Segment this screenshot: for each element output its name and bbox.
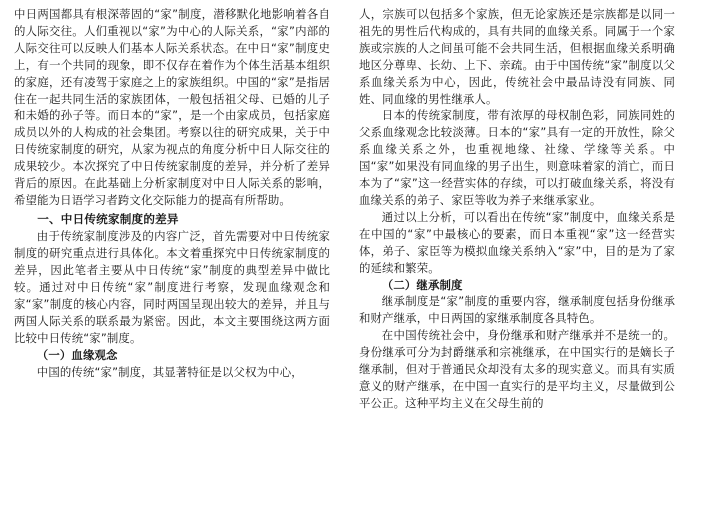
paragraph: 人，宗族可以包括多个家族，但无论家族还是宗族都是以同一祖先的男性后代构成的，具有共同的血缘关系。同属于一个家族或宗族的人之间虽可能不会共同生活，但根据血缘关系明确地区分尊卑、长幼、上下、亲疏。由于中国传统“家”制度以父系血缘关系为中心，因此，传统社会中最品诗没有同族、同姓、同血缘的男性继承人。 bbox=[359, 7, 675, 106]
subsection-heading: （一）血缘观念 bbox=[36, 347, 118, 362]
paragraph: 中日两国都具有根深蒂固的“家”制度，潜移默化地影响着各自的人际交往。人们重视以“家”为中心的人际关系，“家”内部的人际交往可以反映人们基本人际关系状态。在中日“家”制度史上，有一个共同的现象，即不仅存在着作为个体生活基本组织的家庭，还有凌驾于家庭之上的家族组织。中国的“家”是指居住在一起共同生活的家族团体，一般包括祖父母、已婚的儿子和未婚的孙子等。而日本的“家”，是一个由家成员，包括家庭成员以外的人构成的社会集团。考察以往的研究成果，关于中日传统家制度的研究，从家为视点的角度分析中日人际交往的成果较少。本次探究了中日传统家制度的差异，并分析了差异背后的原因。在此基础上分析家制度对中日人际关系的影响，希望能为日语学习者跨文化交际能力的提高有所帮助。 bbox=[14, 7, 330, 207]
paragraph: 由于传统家制度涉及的内容广泛，首先需要对中日传统家制度的研究重点进行具体化。本文着重探究中日传统家制度的差异，因此笔者主要从中日传统“家”制度的典型差异中做比较。通过对中日传统“家”制度进行考察，发现血缘观念和家“家”制度的核心内容，同时两国呈现出较大的差异，并且与两国人际关系的联系最为紧密。因此，本文主要围绕这两方面比较中日传统“家”制度。 bbox=[14, 229, 330, 345]
paragraph: 日本的传统家制度，带有浓厚的母权制色彩，同族同姓的父系血缘观念比较淡薄。日本的“家”具有一定的开放性，除父系血缘关系之外，也重视地缘、社缘、学缘等关系。中国“家”如果没有同血缘的男子出生，则意味着家的消亡，而日本为了“家”这一经营实体的存续，可以打破血缘关系，将没有血缘关系的弟子、家臣等收为养子来继承家业。 bbox=[359, 108, 675, 207]
subsection-heading: （二）继承制度 bbox=[381, 277, 463, 292]
section-heading: 一、中日传统家制度的差异 bbox=[37, 211, 179, 226]
paragraph: 在中国传统社会中，身份继承和财产继承并不是统一的。身份继承可分为封爵继承和宗祧继承，在中国实行的是嫡长子继承制，但对于普通民众却没有太多的现实意义。而具有实质意义的财产继承，在中国一直实行的是平均主义，尽量做到公平公正。这种平均主义在父母生前的 bbox=[359, 328, 675, 410]
right-text-column bbox=[345, 6, 675, 507]
left-text-column bbox=[14, 6, 344, 507]
paragraph: 中国的传统“家”制度，其显著特征是以父权为中心， bbox=[36, 364, 303, 379]
paragraph: 通过以上分析，可以看出在传统“家”制度中，血缘关系是在中国的“家”中最核心的要素，而日本重视“家”这一经营实体，弟子、家臣等为模拟血缘关系纳入“家”中，目的是为了家的延续和繁荣。 bbox=[359, 209, 675, 275]
paragraph: 继承制度是“家”制度的重要内容，继承制度包括身份继承和财产继承，中日两国的家继承制度各具特色。 bbox=[359, 294, 675, 326]
